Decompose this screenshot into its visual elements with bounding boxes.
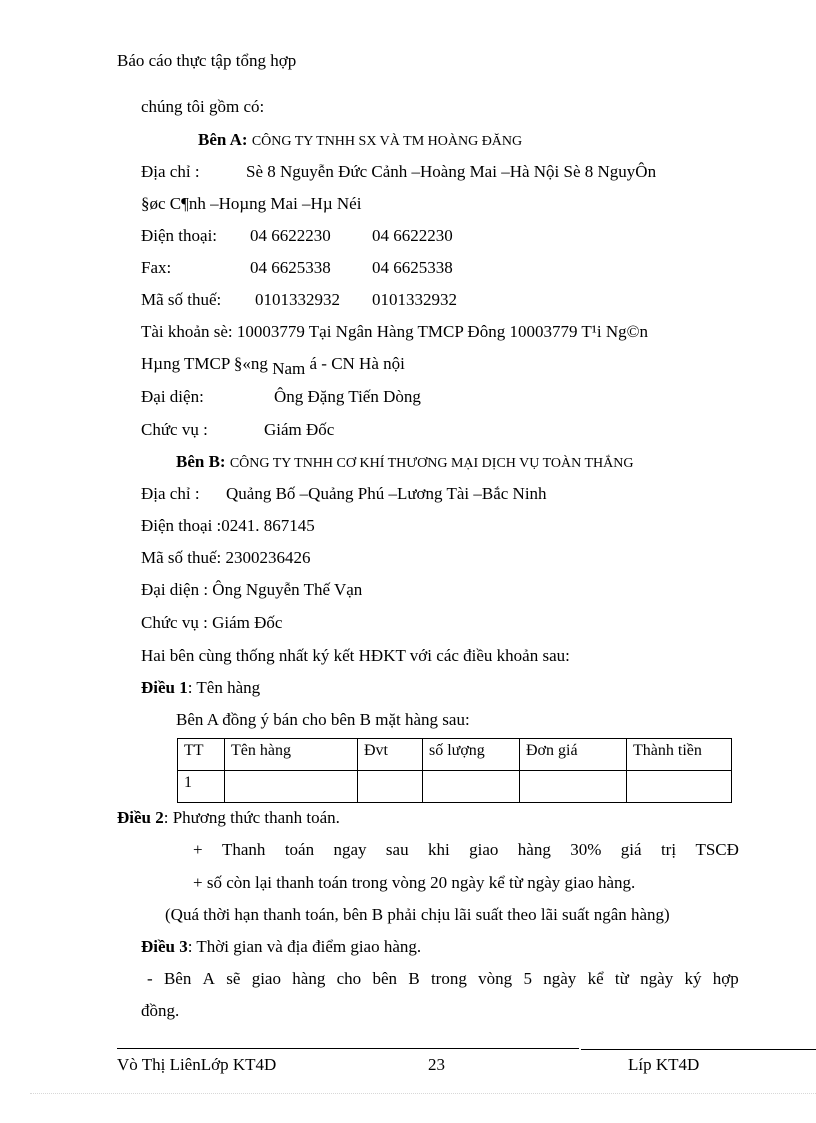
- party-a-account-bank-part: Hµng TMCP §«ng: [141, 354, 273, 373]
- table-header-cell: TT: [178, 739, 225, 771]
- article-3-line-1: [147, 969, 739, 989]
- table-cell: [627, 771, 732, 803]
- article-2-note: (Quá thời hạn thanh toán, bên B phải chịu lãi suất theo lãi suất ngân hàng): [165, 905, 670, 924]
- table-header-cell: Tên hàng: [225, 739, 358, 771]
- party-a-heading: [198, 130, 522, 152]
- word: sau: [385, 840, 409, 859]
- article-3-title: : Thời gian và địa điểm giao hàng.: [187, 937, 422, 956]
- word: +: [193, 840, 203, 859]
- party-b-rep: Đại diện : Ông Nguyễn Thế Vạn: [141, 580, 363, 599]
- article-1-intro: Bên A đồng ý bán cho bên B mặt hàng sau:: [176, 710, 470, 729]
- page-bottom-edge: [30, 1093, 816, 1094]
- table-cell: [225, 771, 358, 803]
- party-a-account-branch: á - CN Hà nội: [305, 354, 405, 373]
- word: hợp: [712, 969, 739, 988]
- word: Bên: [163, 969, 192, 988]
- word: Thanh: [221, 840, 266, 859]
- table-cell: [423, 771, 520, 803]
- party-a-fax-value-2: 04 6625338: [372, 258, 453, 277]
- party-a-position-value: Giám Đốc: [264, 420, 335, 439]
- party-a-label: Bên A:: [198, 130, 248, 149]
- party-a-fax-value: 04 6625338: [250, 258, 331, 277]
- word: trong: [430, 969, 467, 988]
- intro-line: chúng tôi gồm có:: [141, 97, 265, 116]
- word: 5: [523, 969, 532, 988]
- table-header-row: [178, 739, 732, 771]
- word: ngày: [640, 969, 674, 988]
- party-a-rep-label: Đại diện:: [141, 387, 204, 406]
- word: TSCĐ: [695, 840, 739, 859]
- word: B: [408, 969, 420, 988]
- word: -: [147, 969, 153, 988]
- party-b-name: CÔNG TY TNHH CƠ KHÍ THƯƠNG MẠI DỊCH VỤ TOÀN THẮNG: [229, 456, 634, 471]
- word: ngày: [543, 969, 577, 988]
- table-cell: 1: [178, 771, 225, 803]
- party-a-position-label: Chức vụ :: [141, 420, 208, 439]
- running-header: Báo cáo thực tập tổng hợp: [117, 51, 297, 70]
- party-b-label: Bên B:: [176, 452, 226, 471]
- party-b-address-label: Địa chỉ :: [141, 484, 200, 503]
- word: giá: [620, 840, 642, 859]
- party-a-rep-value: Ông Đặng Tiến Dòng: [274, 387, 421, 406]
- goods-table: [177, 738, 732, 803]
- party-b-heading: [176, 452, 634, 474]
- article-1-heading: [141, 678, 260, 698]
- article-2-label: Điều 2: [117, 808, 164, 827]
- party-a-address-value: Sè 8 Nguyễn Đức Cảnh –Hoàng Mai –Hà Nội Sè 8 NguyÔn: [246, 162, 657, 181]
- word: kể: [587, 969, 604, 988]
- word: giao: [469, 840, 499, 859]
- article-2-heading: [117, 808, 340, 828]
- footer-author: Vò Thị LiênLớp KT4D: [117, 1055, 277, 1074]
- table-cell: [520, 771, 627, 803]
- word: từ: [614, 969, 629, 988]
- word: giao: [251, 969, 281, 988]
- table-row: [178, 771, 732, 803]
- agreement-line: Hai bên cùng thống nhất ký kết HĐKT với các điều khoản sau:: [141, 646, 570, 665]
- table-header-cell: Đơn giá: [520, 739, 627, 771]
- article-2-line-2: + số còn lại thanh toán trong vòng 20 ngày kể từ ngày giao hàng.: [193, 873, 636, 892]
- footer-class: Líp KT4D: [628, 1055, 700, 1074]
- party-a-fax-label: Fax:: [141, 258, 172, 277]
- word: vòng: [478, 969, 513, 988]
- word: sẽ: [226, 969, 241, 988]
- article-2-title: : Phương thức thanh toán.: [163, 808, 340, 827]
- party-a-tax-label: Mã số thuế:: [141, 290, 222, 309]
- word: khi: [427, 840, 450, 859]
- article-3-heading: [141, 937, 421, 957]
- article-3-label: Điều 3: [141, 937, 188, 956]
- party-b-tax: Mã số thuế: 2300236426: [141, 548, 311, 567]
- party-a-phone-value-2: 04 6622230: [372, 226, 453, 245]
- article-2-line-1: [193, 840, 739, 860]
- table-cell: [358, 771, 423, 803]
- party-b-position: Chức vụ : Giám Đốc: [141, 613, 283, 632]
- table-header-cell: Đvt: [358, 739, 423, 771]
- party-a-phone-value: 04 6622230: [250, 226, 331, 245]
- word: trị: [660, 840, 677, 859]
- word: bên: [372, 969, 398, 988]
- article-1-title: : Tên hàng: [187, 678, 261, 697]
- table-header-cell: số lượng: [423, 739, 520, 771]
- word: hàng: [292, 969, 326, 988]
- party-a-account-line-2: [141, 354, 405, 378]
- party-a-address-cont: §øc C¶nh –Hoµng Mai –Hµ Néi: [141, 194, 362, 213]
- word: 30%: [570, 840, 602, 859]
- party-a-name: CÔNG TY TNHH SX VÀ TM HOÀNG ĐĂNG: [251, 134, 523, 149]
- article-1-label: Điều 1: [141, 678, 188, 697]
- party-a-address-label: Địa chỉ :: [141, 162, 200, 181]
- party-b-phone: Điện thoại :0241. 867145: [141, 516, 315, 535]
- word: hàng: [517, 840, 551, 859]
- page-number: 23: [428, 1055, 445, 1074]
- footer-rule-right: [581, 1049, 816, 1050]
- footer-rule-left: [117, 1048, 579, 1049]
- party-a-phone-label: Điện thoại:: [141, 226, 218, 245]
- party-a-tax-value: 0101332932: [255, 290, 340, 309]
- party-a-account-nam: Nam: [272, 359, 306, 378]
- table-header-cell: Thành tiền: [627, 739, 732, 771]
- party-a-tax-value-2: 0101332932: [372, 290, 457, 309]
- party-a-account-line-1: Tài khoản sè: 10003779 Tại Ngân Hàng TMCP Đông 10003779 T¹i Ng©n: [141, 322, 649, 341]
- word: cho: [336, 969, 362, 988]
- party-b-address-value: Quảng Bố –Quảng Phú –Lương Tài –Bắc Ninh: [226, 484, 547, 503]
- article-3-line-2: đồng.: [141, 1001, 180, 1020]
- word: ký: [684, 969, 702, 988]
- word: toán: [284, 840, 315, 859]
- word: ngay: [333, 840, 367, 859]
- word: A: [202, 969, 215, 988]
